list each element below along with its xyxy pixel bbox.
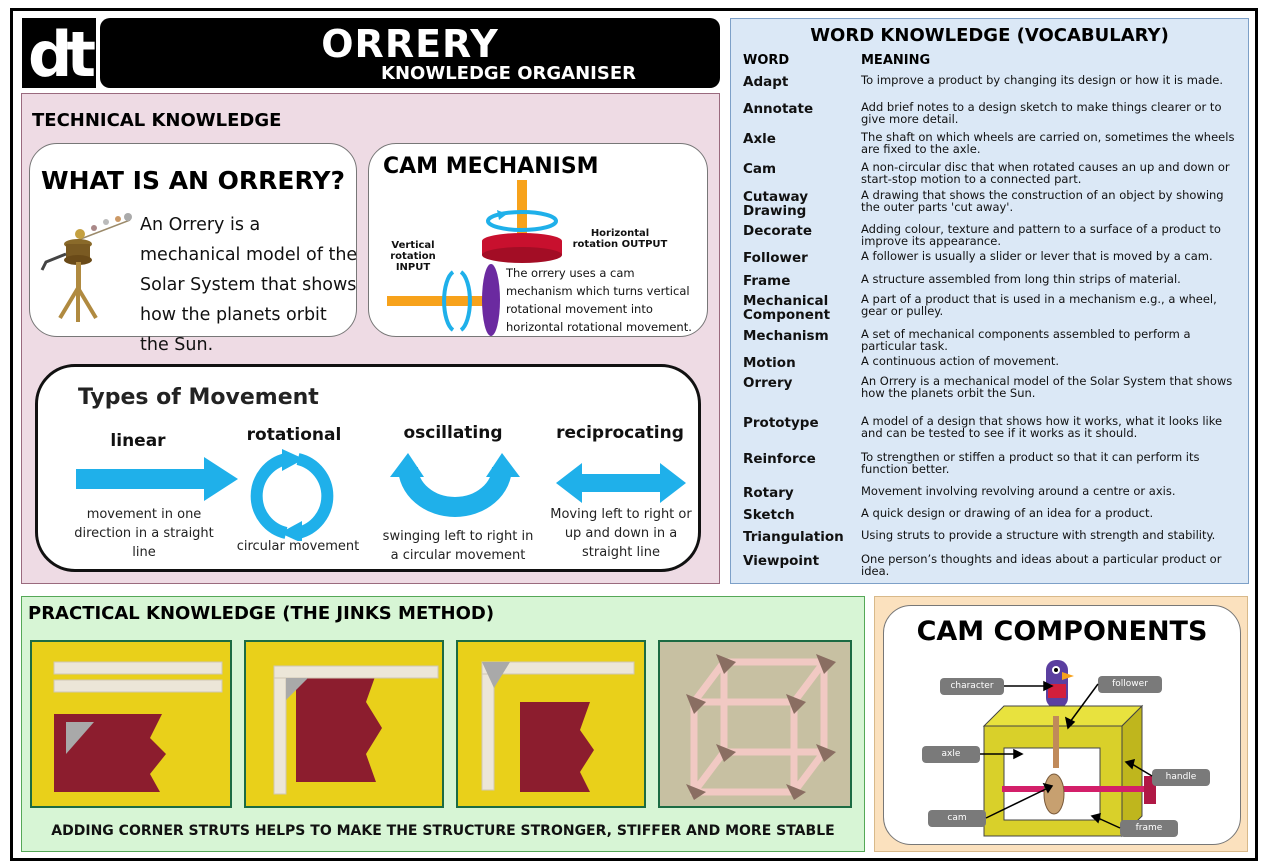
vocab-word: Adapt	[743, 74, 789, 90]
orrery-illustration	[34, 210, 138, 328]
cam-components-card	[883, 605, 1241, 845]
vocab-word: Mechanical Component	[743, 293, 831, 323]
label-follower: follower	[1098, 676, 1162, 693]
vocab-meaning: Adding colour, texture and pattern to a surface of a product to improve its appearance.	[861, 222, 1221, 248]
vocabulary-title: WORD KNOWLEDGE (VOCABULARY)	[810, 25, 1169, 46]
reciprocating-arrow-icon	[556, 463, 686, 507]
vocab-word: Reinforce	[743, 451, 816, 467]
vocab-word: Rotary	[743, 485, 794, 501]
vocab-meaning: A set of mechanical components assembled to perform a particular task.	[861, 327, 1191, 353]
vocab-col-word: WORD	[743, 53, 790, 68]
page-title: ORRERY	[321, 22, 499, 66]
linear-arrow-icon	[76, 457, 238, 505]
practical-photo-2	[244, 640, 444, 808]
movement-oscillating-desc: swinging left to right in a circular movement	[382, 529, 534, 563]
vocab-word: Cutaway Drawing	[743, 189, 809, 219]
vocab-word: Viewpoint	[743, 553, 820, 569]
vocab-meaning: The shaft on which wheels are carried on, sometimes the wheels are fixed to the axle.	[861, 130, 1235, 156]
orrery-description: An Orrery is a mechanical model of the Solar System that shows how the planets orbit the Sun.	[140, 215, 358, 355]
vocab-meaning: Movement involving revolving around a centre or axis.	[861, 484, 1176, 498]
cam-mechanism-description: The orrery uses a cam mechanism which turns vertical rotational movement into horizontal rotational movement.	[506, 266, 692, 334]
oscillating-arrow-icon	[390, 453, 520, 529]
cam-components-section	[874, 596, 1248, 852]
technical-knowledge-section	[21, 93, 720, 584]
vocab-word: Mechanism	[743, 328, 829, 344]
practical-knowledge-section	[21, 596, 865, 852]
movement-rotational-desc: circular movement	[236, 539, 360, 554]
label-frame: frame	[1120, 820, 1178, 837]
vocab-word: Frame	[743, 273, 791, 289]
vocab-meaning: Using struts to provide a structure with strength and stability.	[861, 528, 1216, 542]
vocab-meaning: A follower is usually a slider or lever that is moved by a cam.	[861, 249, 1213, 263]
practical-caption: ADDING CORNER STRUTS HELPS TO MAKE THE STRUCTURE STRONGER, STIFFER AND MORE STABLE	[51, 823, 835, 839]
practical-photo-3	[456, 640, 646, 808]
vocab-meaning: One person’s thoughts and ideas about a particular product or idea.	[861, 552, 1222, 578]
rotational-arrows-icon	[242, 449, 342, 545]
practical-photo-4	[658, 640, 852, 808]
vocab-meaning: A continuous action of movement.	[861, 354, 1060, 368]
vocab-word: Decorate	[743, 223, 813, 239]
vocab-meaning: A quick design or drawing of an idea for a product.	[861, 506, 1154, 520]
svg-text:dt: dt	[27, 18, 91, 88]
movement-oscillating-label: oscillating	[403, 423, 503, 443]
vocab-word: Prototype	[743, 415, 819, 431]
cam-output-label: Horizontal rotation OUTPUT	[572, 228, 668, 250]
vocab-meaning: A non-circular disc that when rotated causes an up and down or start-stop motion to a connected part.	[861, 160, 1230, 186]
vocab-word: Triangulation	[743, 529, 844, 545]
cam-mechanism-card	[368, 143, 708, 337]
vocab-meaning: An Orrery is a mechanical model of the Solar System that shows how the planets orbit the Sun.	[861, 374, 1233, 400]
movement-linear-label: linear	[110, 431, 166, 451]
orrery-card-title: WHAT IS AN ORRERY?	[41, 166, 345, 195]
label-character: character	[940, 678, 1004, 695]
title-bar	[100, 18, 720, 88]
vocab-word: Annotate	[743, 101, 814, 117]
vocab-word: Cam	[743, 161, 777, 177]
movement-reciprocating-label: reciprocating	[556, 423, 684, 443]
vocabulary-section	[730, 18, 1249, 584]
vocab-word: Orrery	[743, 375, 793, 391]
cam-mechanism-title: CAM MECHANISM	[383, 154, 599, 179]
technical-heading: TECHNICAL KNOWLEDGE	[32, 110, 282, 131]
vocab-meaning: To improve a product by changing its design or how it is made.	[861, 73, 1223, 87]
orrery-card	[29, 143, 358, 355]
label-handle: handle	[1152, 769, 1210, 786]
movement-reciprocating-desc: Moving left to right or up and down in a straight line	[550, 507, 692, 560]
vocab-word: Follower	[743, 250, 808, 266]
vocab-meaning: Add brief notes to a design sketch to make things clearer or to give more detail.	[861, 100, 1222, 126]
vocab-word: Sketch	[743, 507, 795, 523]
vocab-meaning: To strengthen or stiffen a product so that it can perform its function better.	[861, 450, 1200, 476]
vocab-word: Axle	[743, 131, 776, 147]
vocab-meaning: A model of a design that shows how it works, what it looks like and can be tested to see if it works as it should.	[861, 414, 1223, 440]
practical-photo-1	[30, 640, 232, 808]
label-axle: axle	[922, 746, 980, 763]
vocab-meaning: A structure assembled from long thin strips of material.	[861, 272, 1181, 286]
vocab-word: Motion	[743, 355, 796, 371]
cam-components-title: CAM COMPONENTS	[916, 616, 1208, 647]
types-of-movement-card	[35, 364, 701, 572]
label-cam: cam	[928, 810, 986, 827]
vocab-meaning: A part of a product that is used in a mechanism e.g., a wheel, gear or pulley.	[861, 292, 1217, 318]
vocab-col-meaning: MEANING	[861, 53, 931, 68]
movement-linear-desc: movement in one direction in a straight line	[74, 507, 214, 560]
dt-logo	[22, 18, 96, 88]
vocab-meaning: A drawing that shows the construction of an object by showing the outer parts 'cut away'.	[861, 188, 1224, 214]
page-subtitle: KNOWLEDGE ORGANISER	[381, 63, 636, 84]
practical-heading: PRACTICAL KNOWLEDGE (THE JINKS METHOD)	[28, 603, 495, 624]
types-of-movement-title: Types of Movement	[78, 385, 319, 410]
label-leader-lines	[884, 606, 1242, 846]
movement-rotational-label: rotational	[246, 425, 342, 445]
cam-input-label: Vertical rotation INPUT	[390, 240, 436, 273]
